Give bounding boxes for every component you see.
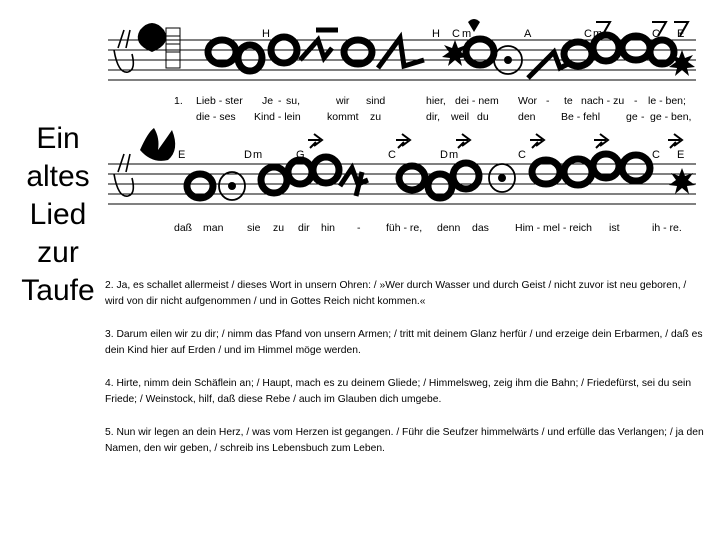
lyric-syllable: wir bbox=[336, 95, 350, 107]
lyric-syllable: die - ses bbox=[196, 111, 236, 123]
clef-glyph bbox=[114, 128, 175, 196]
lyrics-line bbox=[174, 222, 682, 234]
title-word: Lied bbox=[29, 198, 87, 231]
title-word: Taufe bbox=[21, 274, 95, 307]
lyric-syllable: - bbox=[641, 111, 645, 123]
lyric-syllable: zu bbox=[273, 222, 285, 234]
title-word: altes bbox=[26, 160, 90, 193]
chord-label: C bbox=[584, 28, 592, 40]
lyric-syllable: Be - fehl bbox=[561, 111, 601, 123]
staff-system-2 bbox=[108, 128, 696, 234]
lyric-syllable: daß bbox=[174, 222, 193, 234]
lyric-syllable: dir bbox=[298, 222, 310, 234]
chord-label: C bbox=[518, 149, 526, 161]
lyric-syllable: füh - re, bbox=[386, 222, 423, 234]
lyric-syllable: - bbox=[634, 95, 638, 107]
lyric-syllable: dir, bbox=[426, 111, 441, 123]
lyric-syllable: Je bbox=[262, 95, 274, 107]
chord-label: C bbox=[452, 28, 460, 40]
chord-label: m bbox=[253, 149, 263, 161]
chord-label: m bbox=[593, 28, 603, 40]
staff-system-1 bbox=[108, 19, 696, 123]
lyric-syllable: - bbox=[546, 95, 550, 107]
lyric-syllable: weil bbox=[451, 111, 470, 123]
rest-glyphs bbox=[340, 168, 368, 196]
chord-label: m bbox=[449, 149, 459, 161]
lyric-syllable: du bbox=[477, 111, 489, 123]
lyric-syllable: dei - nem bbox=[455, 95, 499, 107]
lyric-syllable: - bbox=[357, 222, 361, 234]
chord-label: H bbox=[432, 28, 440, 40]
lyric-syllable: ge - ben, bbox=[650, 111, 692, 123]
clef-glyph bbox=[114, 23, 180, 72]
lyric-syllable: ge bbox=[626, 111, 638, 123]
verse-5: 5. Nun wir legen an dein Herz, / was vom Herzen ist gegangen. / Führ die Seufzer himmelwärts / und erfülle das Verlangen; / ja den Namen, den wir geben, / schreib ins Lebensbuch zum Leben. bbox=[105, 427, 704, 454]
lyric-syllable: Wor bbox=[518, 95, 538, 107]
accent-glyphs bbox=[669, 168, 695, 194]
verse-4: 4. Hirte, nimm dein Schäflein an; / Haupt, mach es zu deinem Gliede; / Himmelsweg, zeig ihm die Bahn; / Friedefürst, sei du sein Friede; / Weinstock, hilf, daß diese Rebe / auch im Glauben dich umgebe. bbox=[105, 378, 692, 405]
chord-label: E bbox=[178, 149, 186, 161]
chord-label: C bbox=[652, 149, 660, 161]
lyric-syllable: ist bbox=[609, 222, 620, 234]
lyric-syllable: sind bbox=[366, 95, 386, 107]
chord-label: A bbox=[524, 28, 532, 40]
verse-list bbox=[105, 278, 705, 474]
lyric-syllable: 1. bbox=[174, 95, 183, 107]
lyric-syllable: Kind - lein bbox=[254, 111, 301, 123]
chord-label: H bbox=[262, 28, 270, 40]
chord-label: G bbox=[296, 149, 305, 161]
lyric-syllable: hier, bbox=[426, 95, 446, 107]
lyric-syllable: kommt bbox=[327, 111, 359, 123]
title-word: Ein bbox=[36, 122, 80, 155]
lyric-syllable: su, bbox=[286, 95, 301, 107]
lyric-syllable: Lieb - ster bbox=[196, 95, 243, 107]
chord-label: E bbox=[677, 28, 685, 40]
chord-label: C bbox=[652, 28, 660, 40]
lyric-syllable: sie bbox=[247, 222, 261, 234]
lyrics-line-1 bbox=[174, 95, 686, 107]
verse-2: 2. Ja, es schallet allermeist / dieses Wort in unsern Ohren: / »Wer durch Wasser und durch Geist / nicht zuvor ist neu geboren, / wird von dir nicht aufgenommen / und in Gottes Reich nicht kommen.« bbox=[105, 280, 687, 307]
lyric-syllable: denn bbox=[437, 222, 461, 234]
lyric-syllable: den bbox=[518, 111, 536, 123]
chord-label: C bbox=[388, 149, 396, 161]
verse-3: 3. Darum eilen wir zu dir; / nimm das Pfand von unsern Armen; / tritt mit deinem Glanz herfür / und erzeige dein Erbarmen, / daß es dein Kind hier auf Erden / und im Himmel möge werden. bbox=[105, 329, 703, 356]
lyric-syllable: nach - zu bbox=[581, 95, 625, 107]
chord-label: m bbox=[462, 28, 472, 40]
chord-label: D bbox=[440, 149, 448, 161]
breath-mark-glyphs bbox=[308, 134, 682, 148]
lyric-syllable: ih - re. bbox=[652, 222, 682, 234]
lyric-syllable: - bbox=[278, 95, 282, 107]
lyric-syllable: Him - mel - reich bbox=[515, 222, 593, 234]
lyrics-line-2 bbox=[196, 111, 691, 123]
lyric-syllable: le - ben; bbox=[648, 95, 686, 107]
title-word: zur bbox=[37, 236, 79, 269]
lyric-syllable: das bbox=[472, 222, 489, 234]
lyric-syllable: hin bbox=[321, 222, 336, 234]
lyric-syllable: zu bbox=[370, 111, 382, 123]
chord-label: E bbox=[677, 149, 685, 161]
lyric-syllable: te bbox=[564, 95, 573, 107]
lyric-syllable: man bbox=[203, 222, 224, 234]
chord-label: D bbox=[244, 149, 252, 161]
